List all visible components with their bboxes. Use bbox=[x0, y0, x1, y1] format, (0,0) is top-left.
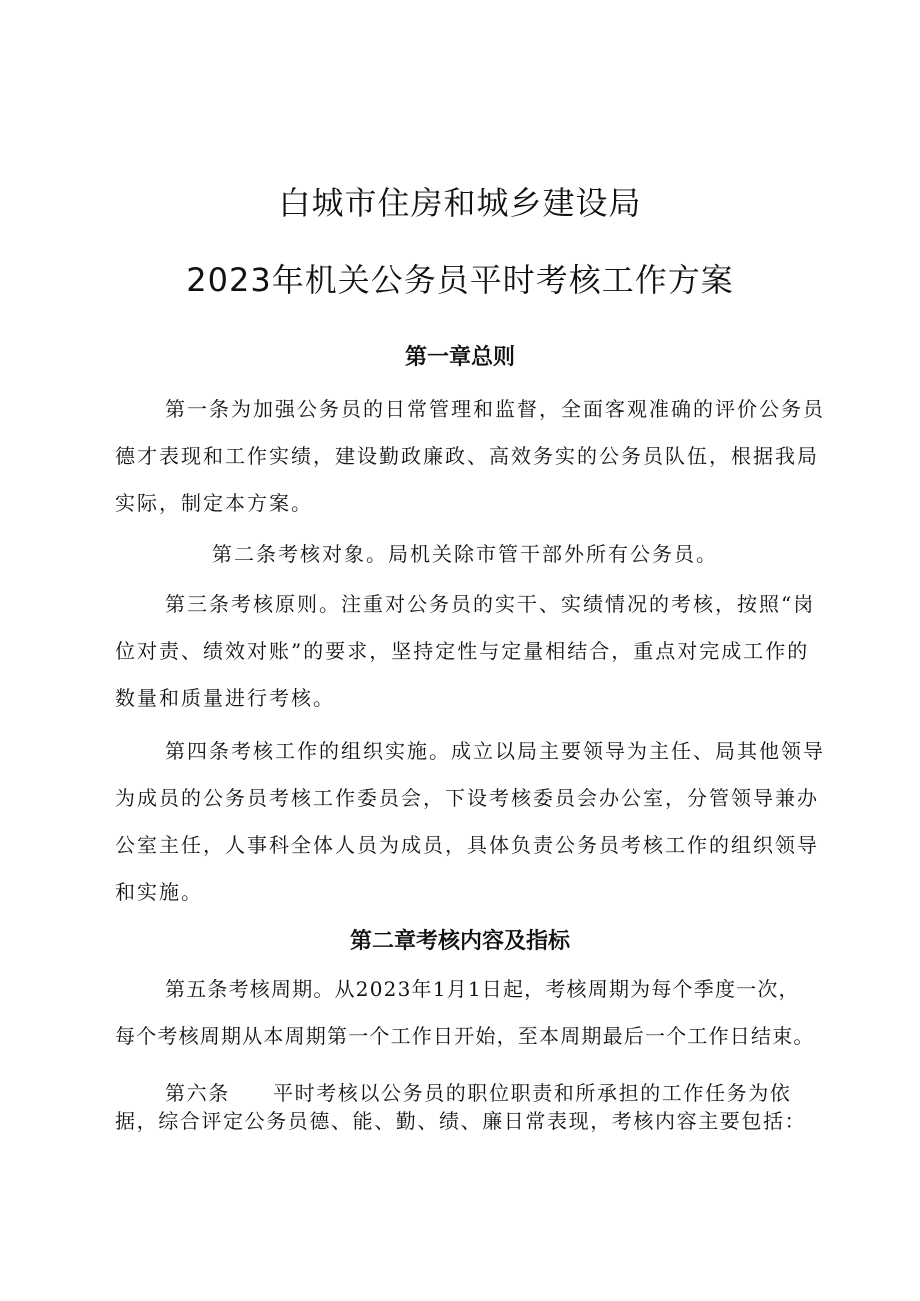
document-title-line2: 2023年机关公务员平时考核工作方案 bbox=[186, 261, 734, 299]
article-5-line-2: 每个考核周期从本周期第一个工作日开始，至本周期最后一个工作日结束。 bbox=[115, 1024, 815, 1048]
article-6-line-1: 第六条 平时考核以公务员的职位职责和所承担的工作任务为依 bbox=[165, 1081, 792, 1105]
article-3-line-1: 第三条考核原则。注重对公务员的实干、实绩情况的考核，按照“岗 bbox=[165, 592, 816, 616]
article-4-line-4: 和实施。 bbox=[115, 880, 203, 904]
article-4-line-1: 第四条考核工作的组织实施。成立以局主要领导为主任、局其他领导 bbox=[165, 739, 825, 763]
chapter-heading-2: 第二章考核内容及指标 bbox=[349, 929, 570, 954]
article-6-line-2: 据，综合评定公务员德、能、勤、绩、廉日常表现，考核内容主要包括： bbox=[115, 1109, 807, 1133]
article-4-line-2: 为成员的公务员考核工作委员会，下设考核委员会办公室，分管领导兼办 bbox=[115, 786, 819, 810]
document-title-line1: 白城市住房和城乡建设局 bbox=[278, 184, 642, 222]
article-1-line-3: 实际，制定本方案。 bbox=[115, 491, 313, 515]
article-3-line-2: 位对责、绩效对账”的要求，坚持定性与定量相结合，重点对完成工作的 bbox=[115, 639, 810, 663]
article-3-line-3: 数量和质量进行考核。 bbox=[115, 686, 335, 710]
article-1-line-2: 德才表现和工作实绩，建设勤政廉政、高效务实的公务员队伍，根据我局 bbox=[115, 444, 819, 468]
article-1-line-1: 第一条为加强公务员的日常管理和监督，全面客观准确的评价公务员 bbox=[165, 397, 825, 421]
article-4-line-3: 公室主任，人事科全体人员为成员，具体负责公务员考核工作的组织领导 bbox=[115, 833, 819, 857]
chapter-heading-1: 第一章总则 bbox=[404, 345, 515, 370]
article-5-line-1: 第五条考核周期。从2023年1月1日起，考核周期为每个季度一次， bbox=[165, 977, 800, 1001]
article-2: 第二条考核对象。局机关除市管干部外所有公务员。 bbox=[212, 542, 718, 566]
